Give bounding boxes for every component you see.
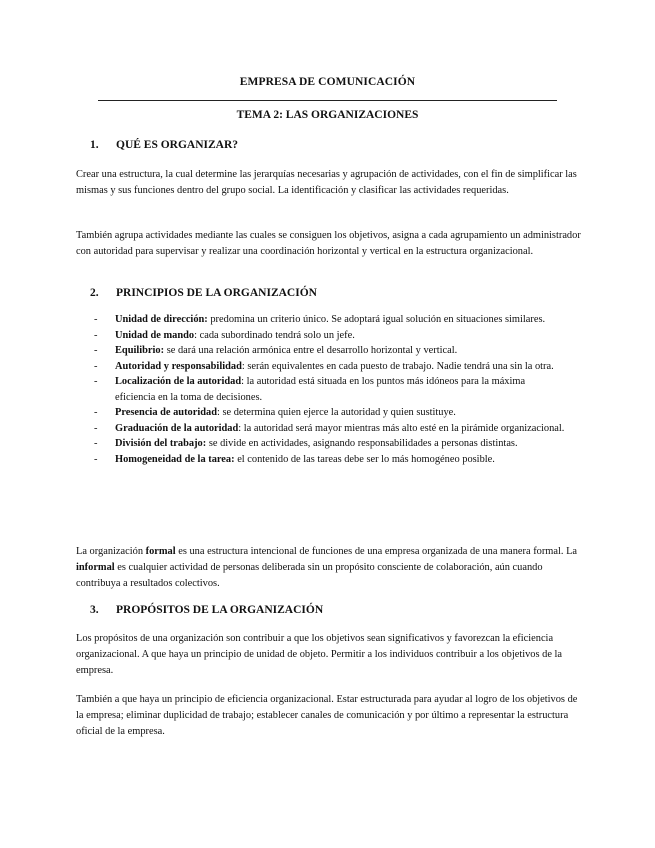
principle-item: - Presencia de autoridad: se determina quien ejerce la autoridad y quien sustituye. <box>94 407 456 418</box>
principles-list <box>92 312 584 467</box>
principle-term: Unidad de dirección: <box>115 314 208 325</box>
principle-item: - Unidad de mando: cada subordinado tendrá solo un jefe. <box>94 329 355 341</box>
section-3-heading <box>90 604 323 616</box>
section-1-number: 1. <box>90 139 99 151</box>
principle-item: - Homogeneidad de la tarea: el contenido de las tareas debe ser lo más homogéneo posible. <box>94 453 495 465</box>
principle-term: Equilibrio: <box>115 345 165 356</box>
header-divider <box>98 100 557 101</box>
principle-text: predomina un criterio único. Se adoptará igual solución en situaciones similares. <box>207 314 546 325</box>
principle-term: División del trabajo: <box>115 438 207 449</box>
topic-title: TEMA 2: LAS ORGANIZACIONES <box>236 109 419 121</box>
principle-term: Homogeneidad de la tarea: <box>115 453 235 465</box>
principle-text: se dará una relación armónica entre el desarrollo horizontal y vertical. <box>164 345 458 356</box>
section-1-paragraph-2: También agrupa actividades mediante las cuales se consiguen los objetivos, asigna a cada agrupamiento un administrador con autoridad para supervisar y realizar una coordinación horizontal y vertical en la estructura organizacional. <box>76 230 581 257</box>
principle-item: - Autoridad y responsabilidad: serán equivalentes en cada puesto de trabajo. Nadie tendrá una sin la otra. <box>94 360 554 372</box>
principle-text: : se determina quien ejerce la autoridad y quien sustituye. <box>216 407 456 418</box>
principle-term: Localización de la autoridad <box>115 376 242 387</box>
formal-informal-paragraph: La organización formal es una estructura intencional de funciones de una empresa organizada de una manera formal. La informal es cualquier actividad de personas deliberada sin un propósito consciente de colaboración, aún cuando contribuya a resultados colectivos. <box>76 546 578 589</box>
principle-text: se divide en actividades, asignando responsabilidades a personas distintas. <box>206 438 518 449</box>
principle-item: - División del trabajo: se divide en actividades, asignando responsabilidades a personas distintas. <box>94 438 518 449</box>
principle-item: - Graduación de la autoridad: la autoridad será mayor mientras más alto esté en la pirámide organizacional. <box>94 422 565 434</box>
principle-term: Graduación de la autoridad <box>115 422 239 434</box>
principle-text: : serán equivalentes en cada puesto de trabajo. Nadie tendrá una sin la otra. <box>241 360 554 372</box>
section-3-title: PROPÓSITOS DE LA ORGANIZACIÓN <box>116 604 324 616</box>
section-3-paragraph-2: También a que haya un principio de eficiencia organizacional. Estar estructurada para ayudar al logro de los objetivos de la empresa; eliminar duplicidad de trabajo; establecer canales de comunicación y por último a representar la estructura oficial de la empresa. <box>76 694 578 737</box>
section-2-heading <box>90 287 317 299</box>
principle-item: - Localización de la autoridad: la autoridad está situada en los puntos más idóneos para la máxima eficiencia en la toma de decisiones. <box>94 376 526 403</box>
principle-text: : la autoridad está situada en los puntos más idóneos para la máxima <box>241 376 526 387</box>
section-2-number: 2. <box>90 287 99 299</box>
section-3-paragraph-1: Los propósitos de una organización son contribuir a que los objetivos sean significativos y favorezcan la eficiencia organizacional. A que haya un principio de unidad de objeto. Permitir a los individuos contribuir a los objetivos de la empresa. <box>76 633 563 676</box>
section-1-paragraph-1: Crear una estructura, la cual determine las jerarquías necesarias y agrupación de actividades, con el fin de simplificar las mismas y sus funciones dentro del grupo social. La identificación y clasificar las actividades requeridas. <box>76 169 577 196</box>
principle-term: Presencia de autoridad <box>115 407 217 418</box>
section-3-number: 3. <box>90 604 99 616</box>
principle-text: : cada subordinado tendrá solo un jefe. <box>194 329 355 341</box>
section-2-title: PRINCIPIOS DE LA ORGANIZACIÓN <box>116 287 317 299</box>
company-header: EMPRESA DE COMUNICACIÓN <box>239 76 416 88</box>
section-1-title: QUÉ ES ORGANIZAR? <box>116 139 239 151</box>
informal-term: informal <box>76 562 115 573</box>
principle-item: - Equilibrio: se dará una relación armónica entre el desarrollo horizontal y vertical. <box>94 345 458 356</box>
principle-term: Autoridad y responsabilidad <box>115 360 242 372</box>
principle-text: : la autoridad será mayor mientras más alto esté en la pirámide organizacional. <box>238 422 565 434</box>
formal-term: formal <box>145 546 176 557</box>
principle-text: el contenido de las tareas debe ser lo más homogéneo posible. <box>234 453 495 465</box>
principle-item: - Unidad de dirección: predomina un criterio único. Se adoptará igual solución en situaciones similares. <box>94 314 546 325</box>
section-1-heading <box>90 139 238 151</box>
principle-text-continuation: eficiencia en la toma de decisiones. <box>115 391 263 403</box>
principle-term: Unidad de mando <box>115 329 195 341</box>
